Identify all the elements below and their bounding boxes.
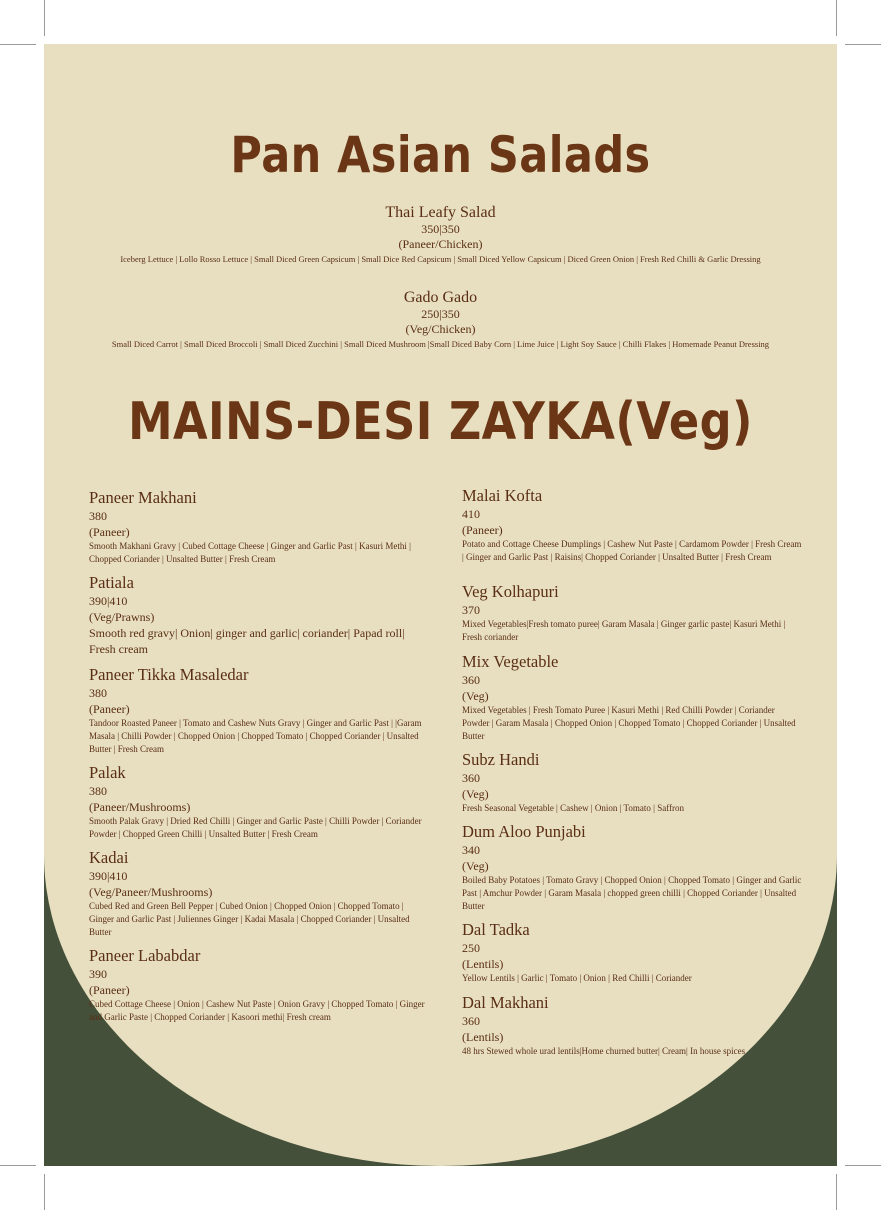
menu-item bbox=[89, 946, 429, 1024]
salad-description: Iceberg Lettuce | Lollo Rosso Lettuce | Small Diced Green Capsicum | Small Dice Red Capsicum | Small Diced Yellow Capsicum | Diced Green Onion | Fresh Red Chilli & Garlic Dressing bbox=[120, 254, 761, 264]
crop-mark bbox=[845, 1165, 881, 1166]
salad-price: 350|350 bbox=[421, 222, 460, 236]
menu-item bbox=[462, 652, 802, 743]
item-type: (Veg) bbox=[462, 859, 489, 873]
item-description: Fresh Seasonal Vegetable | Cashew | Onion | Tomato | Saffron bbox=[462, 803, 685, 813]
item-type: (Paneer/Mushrooms) bbox=[89, 800, 191, 814]
item-type: (Lentils) bbox=[462, 957, 504, 971]
item-description: Mixed Vegetables | Fresh Tomato Puree | Kasuri Methi | Red Chilli Powder | Coriander Powder | Garam Masala | Chopped Onion | Chopped Tomato | Chopped Coriander | Unsalted Butter bbox=[462, 705, 796, 741]
item-price: 360 bbox=[462, 673, 480, 687]
crop-mark bbox=[0, 1165, 36, 1166]
salads-heading: Pan Asian Salads bbox=[230, 126, 651, 184]
menu-item bbox=[462, 750, 802, 815]
item-type: (Paneer) bbox=[89, 525, 130, 539]
menu-item bbox=[462, 920, 802, 985]
menu-item bbox=[89, 848, 429, 939]
crop-mark bbox=[44, 0, 45, 36]
item-type: (Paneer) bbox=[89, 983, 130, 997]
item-name: Veg Kolhapuri bbox=[462, 582, 559, 601]
menu-item bbox=[89, 488, 429, 566]
item-type: (Paneer) bbox=[89, 702, 130, 716]
item-price: 360 bbox=[462, 771, 480, 785]
item-description: Cubed Cottage Cheese | Onion | Cashew Nut Paste | Onion Gravy | Chopped Tomato | Ginger and Garlic Paste | Chopped Coriander | Kasoori methi| Fresh cream bbox=[89, 999, 425, 1022]
salad-item bbox=[104, 289, 777, 351]
item-name: Palak bbox=[89, 763, 126, 782]
menu-item bbox=[89, 763, 429, 841]
item-price: 390|410 bbox=[89, 594, 128, 608]
item-price: 380 bbox=[89, 784, 107, 798]
item-name: Malai Kofta bbox=[462, 486, 543, 505]
salad-name: Gado Gado bbox=[403, 289, 478, 306]
crop-mark bbox=[836, 0, 837, 36]
item-description: Smooth Makhani Gravy | Cubed Cottage Cheese | Ginger and Garlic Past | Kasuri Methi | Chopped Coriander | Unsalted Butter | Fresh Cream bbox=[89, 541, 411, 564]
item-name: Paneer Lababdar bbox=[89, 946, 201, 965]
salad-description: Small Diced Carrot | Small Diced Broccoli | Small Diced Zucchini | Small Diced Mushroom |Small Diced Baby Corn | Lime Juice | Light Soy Sauce | Chilli Flakes | Homemade Peanut Dressing bbox=[111, 339, 770, 349]
item-price: 380 bbox=[89, 686, 107, 700]
item-price: 390|410 bbox=[89, 869, 128, 883]
salad-item bbox=[104, 204, 777, 266]
item-description: Boiled Baby Potatoes | Tomato Gravy | Chopped Onion | Chopped Tomato | Ginger and Garlic Past | Amchur Powder | Garam Masala | chopped green chilli | Chopped Coriander | Unsalted Butter bbox=[462, 875, 802, 911]
crop-mark bbox=[836, 1174, 837, 1210]
item-description: 48 hrs Stewed whole urad lentils|Home churned butter| Cream| In house spices bbox=[462, 1046, 746, 1056]
item-name: Mix Vegetable bbox=[462, 652, 559, 671]
item-name: Paneer Makhani bbox=[89, 488, 197, 507]
menu-item bbox=[462, 486, 802, 564]
item-type: (Veg/Prawns) bbox=[89, 610, 155, 624]
mains-heading: MAINS-DESI ZAYKA(Veg) bbox=[128, 392, 753, 452]
crop-mark bbox=[0, 44, 36, 45]
item-type: (Veg) bbox=[462, 787, 489, 801]
crop-mark bbox=[44, 1174, 45, 1210]
item-price: 410 bbox=[462, 507, 480, 521]
item-price: 390 bbox=[89, 967, 107, 981]
item-name: Kadai bbox=[89, 848, 129, 867]
menu-item bbox=[89, 573, 429, 657]
salad-name: Thai Leafy Salad bbox=[385, 204, 496, 221]
menu-item bbox=[462, 993, 802, 1058]
item-name: Dal Makhani bbox=[462, 993, 549, 1012]
item-name: Patiala bbox=[89, 573, 134, 592]
salad-price: 250|350 bbox=[421, 307, 460, 321]
item-name: Paneer Tikka Masaledar bbox=[89, 665, 249, 684]
item-name: Dal Tadka bbox=[462, 920, 530, 939]
item-description: Tandoor Roasted Paneer | Tomato and Cashew Nuts Gravy | Ginger and Garlic Past | |Garam Masala | Chilli Powder | Chopped Onion | Chopped Tomato | Chopped Coriander | Unsalted Butter | Fresh Cream bbox=[89, 718, 422, 754]
item-description: Potato and Cottage Cheese Dumplings | Cashew Nut Paste | Cardamom Powder | Fresh Cream | Ginger and Garlic Past | Raisins| Chopped Coriander | Unsalted Butter | Fresh Cream bbox=[462, 539, 802, 562]
menu-item bbox=[462, 822, 802, 913]
menu-item bbox=[462, 582, 802, 644]
salad-type: (Veg/Chicken) bbox=[405, 322, 476, 336]
crop-mark bbox=[845, 44, 881, 45]
item-price: 340 bbox=[462, 843, 480, 857]
item-price: 360 bbox=[462, 1014, 480, 1028]
item-type: (Paneer) bbox=[462, 523, 503, 537]
item-type: (Lentils) bbox=[462, 1030, 504, 1044]
item-description: Yellow Lentils | Garlic | Tomato | Onion | Red Chilli | Coriander bbox=[462, 973, 692, 983]
item-description: Smooth Palak Gravy | Dried Red Chilli | Ginger and Garlic Paste | Chilli Powder | Coriander Powder | Chopped Green Chilli | Unsalted Butter | Fresh Cream bbox=[89, 816, 422, 839]
item-price: 370 bbox=[462, 603, 480, 617]
item-type: (Veg/Paneer/Mushrooms) bbox=[89, 885, 213, 899]
item-name: Dum Aloo Punjabi bbox=[462, 822, 586, 841]
item-name: Subz Handi bbox=[462, 750, 540, 769]
item-description: Cubed Red and Green Bell Pepper | Cubed Onion | Chopped Onion | Chopped Tomato | Ginger and Garlic Past | Juliennes Ginger | Kadai Masala | Chopped Coriander | Unsalted Butter bbox=[89, 901, 410, 937]
item-type: (Veg) bbox=[462, 689, 489, 703]
item-description: Smooth red gravy| Onion| ginger and garlic| coriander| Papad roll| Fresh cream bbox=[89, 626, 405, 656]
menu-page bbox=[44, 44, 837, 1166]
salad-type: (Paneer/Chicken) bbox=[398, 237, 483, 251]
item-price: 380 bbox=[89, 509, 107, 523]
menu-item bbox=[89, 665, 429, 756]
item-description: Mixed Vegetables|Fresh tomato puree| Garam Masala | Ginger garlic paste| Kasuri Methi | Fresh coriander bbox=[462, 619, 786, 642]
item-price: 250 bbox=[462, 941, 480, 955]
